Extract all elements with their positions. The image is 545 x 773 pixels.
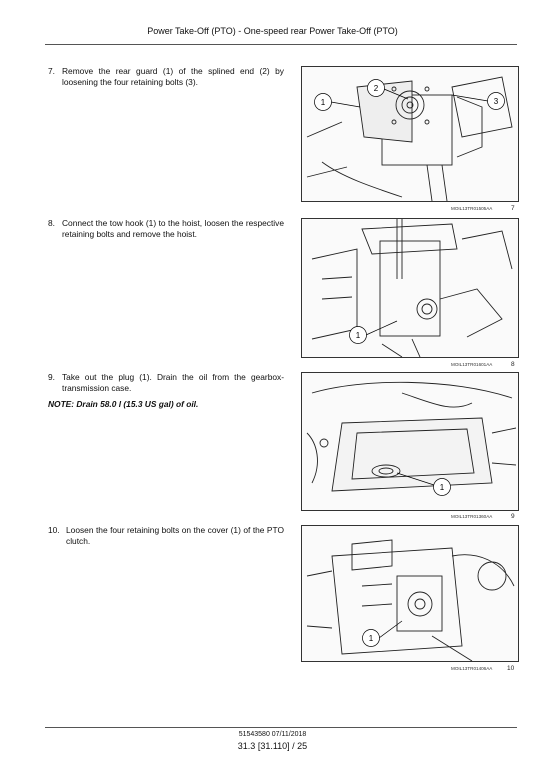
footer-rule — [45, 727, 517, 728]
footer-doc-id: 51543580 07/11/2018 — [238, 731, 307, 738]
figure-number: 7 — [511, 205, 515, 212]
callout-2: 2 — [373, 84, 379, 93]
header-rule — [45, 44, 517, 45]
figure-number: 9 — [511, 513, 515, 520]
callout-1: 1 — [439, 483, 445, 492]
callout-1: 1 — [355, 331, 361, 340]
figure-10 — [301, 525, 519, 662]
illustration-rear-guard — [302, 67, 518, 201]
step-9-note: NOTE: Drain 58.0 l (15.3 US gal) of oil. — [48, 399, 199, 409]
step-number: 9. — [48, 372, 55, 382]
figure-7 — [301, 66, 519, 202]
step-8 — [48, 218, 286, 239]
illustration-tow-hook — [302, 219, 518, 357]
step-number: 8. — [48, 218, 55, 228]
figure-9 — [301, 372, 519, 511]
page-header: Power Take-Off (PTO) - One-speed rear Power Take-Off (PTO) — [147, 26, 398, 36]
step-text: Take out the plug (1). Drain the oil from the gearbox-transmission case. — [62, 372, 284, 393]
step-7 — [48, 66, 286, 87]
step-number: 7. — [48, 66, 55, 76]
figure-number: 10 — [507, 665, 515, 672]
figure-code: MOIL13TR01601AA — [451, 362, 493, 367]
figure-code: MOIL13TR01505AA — [451, 206, 493, 211]
figure-code: MOIL13TR01406AA — [451, 666, 493, 671]
step-9 — [48, 372, 286, 393]
figure-code: MOIL13TR01360AA — [451, 514, 493, 519]
step-text: Loosen the four retaining bolts on the cover (1) of the PTO clutch. — [66, 525, 284, 546]
callout-1: 1 — [368, 634, 374, 643]
callout-3: 3 — [493, 97, 499, 106]
step-text: Connect the tow hook (1) to the hoist, loosen the respective retaining bolts and remove the hoist. — [62, 218, 284, 239]
step-number: 10. — [48, 525, 60, 535]
illustration-drain-plug — [302, 373, 518, 510]
callout-1: 1 — [320, 98, 326, 107]
figure-number: 8 — [511, 361, 515, 368]
figure-8 — [301, 218, 519, 358]
footer-page-number: 31.3 [31.110] / 25 — [237, 741, 308, 751]
step-text: Remove the rear guard (1) of the splined end (2) by loosening the four retaining bolts (3). — [62, 66, 284, 87]
step-10 — [48, 525, 286, 546]
illustration-pto-clutch-cover — [302, 526, 518, 661]
